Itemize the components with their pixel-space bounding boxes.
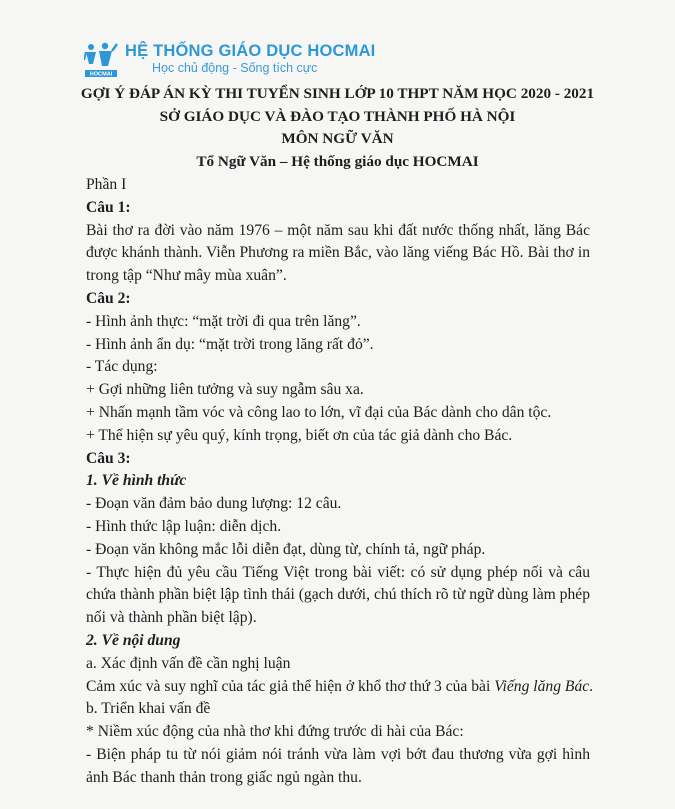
question-2-line: - Tác dụng: [86,358,158,376]
logo-tag: HOCMAI [89,71,113,78]
question-2-line: + Nhấn mạnh tầm vóc và công lao to lớn, vĩ đại của Bác dành cho dân tộc. [86,403,552,421]
subject-title: MÔN NGỮ VĂN [281,130,394,148]
section-a-text [86,676,594,699]
document-headings [0,83,675,173]
form-heading: 1. Về hình thức [86,472,187,490]
department-title: SỞ GIÁO DỤC VÀ ĐÀO TẠO THÀNH PHỐ HÀ NỘI [159,107,516,125]
hocmai-figures-icon [84,42,120,78]
logo-slogan: Học chủ động - Sống tích cực [152,61,318,75]
form-line: - Đoạn văn đảm bảo dung lượng: 12 câu. [86,495,342,513]
question-2-line: - Hình ảnh thực: “mặt trời đi qua trên lăng”. [86,312,361,330]
section-a-label: a. Xác định vấn đề cần nghị luận [86,654,291,672]
question-1-label: Câu 1: [86,198,131,216]
logo-brand: HỆ THỐNG GIÁO DỤC HOCMAI [125,42,376,60]
section-b-point: * Niềm xúc động của nhà thơ khi đứng trước di hài của Bác: [86,723,464,741]
section-a-text-prefix: Cảm xúc và suy nghĩ của tác giả thể hiện ở khổ thơ thứ 3 của bài [86,677,495,695]
part-heading: Phần I [86,176,127,193]
author-title: Tổ Ngữ Văn – Hệ thống giáo dục HOCMAI [196,152,479,170]
form-requirement-text: - Thực hiện đủ yêu cầu Tiếng Việt trong bài viết: có sử dụng phép nối và câu chứa thành phần biệt lập tình thái (gạch dưới, chú thích rõ từ ngữ dùng làm phép nối và thành phần biệt lập). [86,563,590,627]
document-body [86,174,594,790]
content-heading: 2. Về nội dung [86,631,181,649]
exam-title: GỢI Ý ĐÁP ÁN KỲ THI TUYỂN SINH LỚP 10 THPT NĂM HỌC 2020 - 2021 [80,85,595,102]
question-3-label: Câu 3: [86,449,131,467]
poem-title: Viếng lăng Bác [494,677,590,695]
question-2-label: Câu 2: [86,289,131,307]
form-line: - Hình thức lập luận: diễn dịch. [86,517,282,535]
question-2-line: + Gợi những liên tưởng và suy ngẫm sâu xa. [86,381,364,399]
hocmai-logo [84,42,444,78]
question-1-text: Bài thơ ra đời vào năm 1976 – một năm sau khi đất nước thống nhất, lăng Bác được khánh thành. Viễn Phương ra miền Bắc, vào lăng viếng Bác Hồ. Bài thơ in trong tập “Như mây mùa xuân”. [86,221,590,285]
form-line: - Đoạn văn không mắc lỗi diễn đạt, dùng từ, chính tả, ngữ pháp. [86,540,486,558]
question-2-line: - Hình ảnh ẩn dụ: “mặt trời trong lăng rất đỏ”. [86,335,374,353]
section-a-text-suffix: . [589,677,594,695]
question-2-line: + Thể hiện sự yêu quý, kính trọng, biết ơn của tác giả dành cho Bác. [86,426,513,444]
section-b-text: - Biện pháp tu từ nói giảm nói tránh vừa làm vợi bớt đau thương vừa gợi hình ảnh Bác thanh thản trong giấc ngủ ngàn thu. [86,745,590,786]
section-b-label: b. Triển khai vấn đề [86,700,211,718]
